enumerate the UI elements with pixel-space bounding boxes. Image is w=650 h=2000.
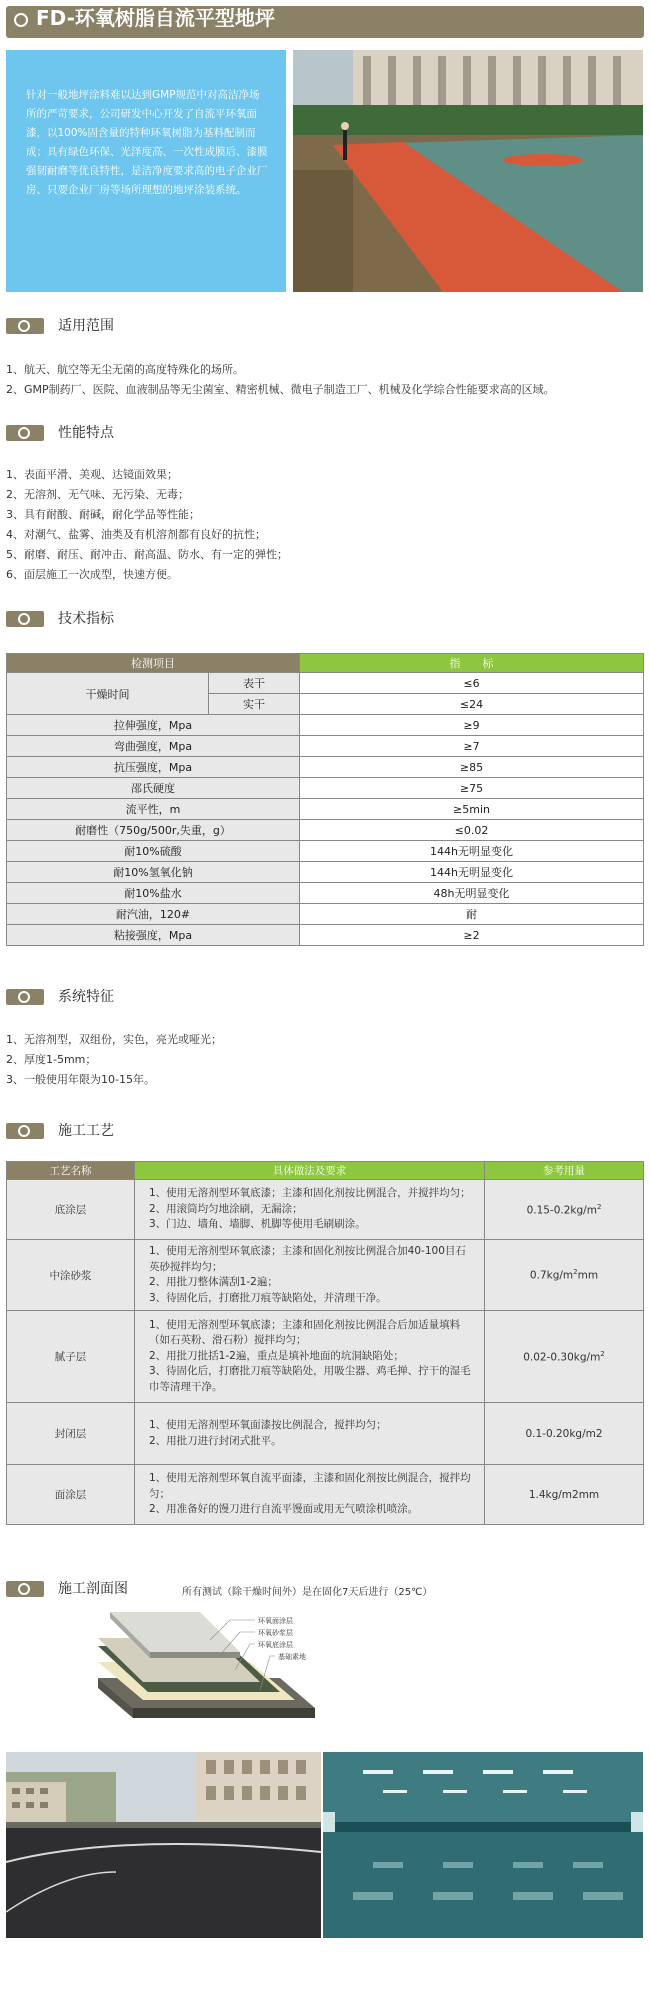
spec-value: ≥85 xyxy=(300,757,644,778)
process-qty xyxy=(485,1403,644,1465)
process-qty xyxy=(485,1240,644,1311)
spec-item: 粘接强度，Mpa xyxy=(7,925,300,946)
feature-item: 1、表面平滑、美观、达镜面效果； xyxy=(6,468,178,481)
process-step: 1、使用无溶剂型环氧面漆按比例混合，搅拌均匀； xyxy=(149,1419,387,1431)
process-name: 底涂层 xyxy=(7,1180,135,1240)
spec-value: 耐 xyxy=(300,904,644,925)
outdoor-floor-photo xyxy=(6,1752,321,1938)
table-row xyxy=(7,736,644,757)
process-step: 1、使用无溶剂型环氧底漆；主漆和固化剂按比例混合后加适量填料（如石英粉、滑石粉）搅拌均匀； xyxy=(149,1318,461,1347)
system-item: 2、厚度1-5mm； xyxy=(6,1053,97,1066)
spec-header-value: 指 标 xyxy=(300,654,644,673)
qty-sup: 2 xyxy=(600,1349,605,1358)
process-step: 1、使用无溶剂型环氧底漆；主漆和固化剂按比例混合，并搅拌均匀； xyxy=(149,1187,471,1200)
layer-label: 基础素地 xyxy=(278,1653,306,1661)
feature-item: 3、具有耐酸、耐碱，耐化学品等性能； xyxy=(6,508,200,521)
section-badge-profile xyxy=(6,1581,44,1597)
process-qty xyxy=(485,1180,644,1240)
layer-label: 环氧底涂层 xyxy=(258,1641,293,1649)
table-row xyxy=(7,1403,644,1465)
system-item: 1、无溶剂型，双组份，实色，亮光或哑光； xyxy=(6,1033,222,1046)
profile-note: 所有测试（除干燥时间外）是在固化7天后进行（25℃） xyxy=(182,1587,433,1598)
table-row xyxy=(7,862,644,883)
feature-item: 2、无溶剂、无气味、无污染、无毒； xyxy=(6,488,189,501)
table-row xyxy=(7,778,644,799)
spec-item: 耐汽油，120# xyxy=(7,904,300,925)
table-row xyxy=(7,1465,644,1525)
process-header-row xyxy=(7,1162,644,1180)
spec-item: 抗压强度，Mpa xyxy=(7,757,300,778)
spec-item: 耐磨性（750g/500r,失重，g） xyxy=(7,820,300,841)
process-step: 3、待固化后，打磨批刀痕等缺陷处，并清理干净。 xyxy=(149,1291,387,1304)
spec-value: 144h无明显变化 xyxy=(300,862,644,883)
process-step: 2、用批刀进行封闭式批平。 xyxy=(149,1434,282,1447)
process-step: 1、使用无溶剂型环氧自流平面漆，主漆和固化剂按比例混合，搅拌均匀； xyxy=(149,1472,471,1500)
section-badge-features xyxy=(6,425,44,441)
spec-value: ≥75 xyxy=(300,778,644,799)
spec-value: ≥2 xyxy=(300,925,644,946)
process-steps xyxy=(135,1403,485,1465)
table-row xyxy=(7,841,644,862)
table-row xyxy=(7,757,644,778)
section-title-specs: 技术指标 xyxy=(58,611,114,627)
process-step: 2、用批刀批括1-2遍，重点是填补地面的坑洞缺陷处； xyxy=(149,1349,404,1362)
qty-main: 0.1-0.20kg/m2 xyxy=(525,1427,603,1440)
spec-item: 耐10%硫酸 xyxy=(7,841,300,862)
qty-main: 0.7kg/m xyxy=(529,1269,574,1282)
table-row xyxy=(7,925,644,946)
table-row xyxy=(7,883,644,904)
section-badge-scope xyxy=(6,318,44,334)
title-circle-icon xyxy=(14,13,28,27)
qty-sup: 2 xyxy=(596,1202,602,1211)
process-name: 中涂砂浆 xyxy=(7,1240,135,1311)
feature-item: 4、对潮气、盐雾、油类及有机溶剂都有良好的抗性； xyxy=(6,528,266,541)
table-row xyxy=(7,1240,644,1311)
section-title-scope: 适用范围 xyxy=(58,318,114,334)
process-step: 1、使用无溶剂型环氧底漆；主漆和固化剂按比例混合加40-100目石英砂搅拌均匀； xyxy=(149,1245,466,1273)
table-row xyxy=(7,820,644,841)
page-title: FD-环氧树脂自流平型地坪 xyxy=(36,6,275,30)
feature-item: 5、耐磨、耐压、耐冲击、耐高温、防水、有一定的弹性； xyxy=(6,548,288,561)
spec-value: ≥5min xyxy=(300,799,644,820)
spec-value: ≥7 xyxy=(300,736,644,757)
table-row xyxy=(7,1180,644,1240)
court-photo xyxy=(293,50,643,292)
spec-drying-label: 干燥时间 xyxy=(7,673,209,715)
process-qty xyxy=(485,1311,644,1403)
process-steps xyxy=(135,1311,485,1403)
process-steps xyxy=(135,1465,485,1525)
process-steps xyxy=(135,1240,485,1311)
process-header-name: 工艺名称 xyxy=(7,1162,135,1180)
spec-value: ≥9 xyxy=(300,715,644,736)
section-title-profile: 施工剖面图 xyxy=(58,1581,128,1597)
spec-table xyxy=(6,653,644,946)
table-row xyxy=(7,904,644,925)
table-row xyxy=(7,1311,644,1403)
qty-main: 0.15-0.2kg/m xyxy=(526,1204,597,1217)
process-qty xyxy=(485,1465,644,1525)
spec-surface-dry-value: ≤6 xyxy=(300,673,644,694)
process-header-method: 具体做法及要求 xyxy=(135,1162,485,1180)
layer-label: 环氧砂浆层 xyxy=(258,1629,293,1637)
table-row xyxy=(7,673,644,694)
intro-text: 针对一般地坪涂料难以达到GMP规范中对高洁净场所的严苛要求，公司研发中心开发了自流平环氧面漆，以100%固含量的特种环氧树脂为基料配制而成；具有绿色环保、光泽度高、一次性成膜后、漆膜强韧耐磨等优良特性，是洁净度要求高的电子企业厂房、只要企业厂房等场所理想的地坪涂装系统。 xyxy=(26,89,268,196)
spec-item: 流平性，m xyxy=(7,799,300,820)
spec-value: 144h无明显变化 xyxy=(300,841,644,862)
layer-label: 环氧面涂层 xyxy=(258,1617,293,1625)
spec-item: 耐10%氢氧化钠 xyxy=(7,862,300,883)
spec-item: 邵氏硬度 xyxy=(7,778,300,799)
section-badge-system xyxy=(6,989,44,1005)
section-badge-specs xyxy=(6,611,44,627)
spec-item: 耐10%盐水 xyxy=(7,883,300,904)
feature-item: 6、面层施工一次成型，快速方便。 xyxy=(6,568,178,581)
indoor-floor-photo xyxy=(323,1752,643,1938)
qty-main: 0.02-0.30kg/m xyxy=(523,1351,601,1364)
process-step: 2、用准备好的馒刀进行自流平馒面或用无气喷涂机喷涂。 xyxy=(149,1503,419,1516)
spec-value: ≤0.02 xyxy=(300,820,644,841)
scope-item: 2、GMP制药厂、医院、血液制品等无尘菌室、精密机械、微电子制造工厂、机械及化学综合性能要求高的区域。 xyxy=(6,383,555,396)
spec-value: 48h无明显变化 xyxy=(300,883,644,904)
layer-diagram xyxy=(90,1600,330,1730)
process-step: 2、用滚筒均匀地涂刷，无漏涂； xyxy=(149,1202,303,1215)
spec-header-row xyxy=(7,654,644,673)
spec-surface-dry-label: 表干 xyxy=(209,673,300,694)
spec-hard-dry-value: ≤24 xyxy=(300,694,644,715)
qty-sup: 2 xyxy=(573,1268,578,1277)
process-header-qty: 参考用量 xyxy=(485,1162,644,1180)
spec-header-item: 检测项目 xyxy=(7,654,300,673)
process-table xyxy=(6,1161,644,1525)
table-row xyxy=(7,715,644,736)
process-name: 腻子层 xyxy=(7,1311,135,1403)
system-item: 3、一般使用年限为10-15年。 xyxy=(6,1073,155,1086)
process-steps xyxy=(135,1180,485,1240)
scope-item: 1、航天、航空等无尘无菌的高度特殊化的场所。 xyxy=(6,363,244,376)
section-title-process: 施工工艺 xyxy=(58,1123,114,1139)
qty-tail: mm xyxy=(577,1269,599,1282)
process-step: 3、待固化后，打磨批刀痕等缺陷处，用吸尘器、鸡毛掸、拧干的湿毛巾等清理干净。 xyxy=(149,1365,471,1393)
spec-item: 弯曲强度，Mpa xyxy=(7,736,300,757)
section-badge-process xyxy=(6,1123,44,1139)
process-name: 面涂层 xyxy=(7,1465,135,1525)
spec-item: 拉伸强度，Mpa xyxy=(7,715,300,736)
qty-main: 1.4kg/m2mm xyxy=(528,1488,600,1501)
process-name: 封闭层 xyxy=(7,1403,135,1465)
process-step: 2、用批刀整体满刮1-2遍； xyxy=(149,1276,278,1288)
process-step: 3、门边、墙角、墙脚、机脚等使用毛刷刷涂。 xyxy=(149,1218,366,1231)
spec-hard-dry-label: 实干 xyxy=(209,694,300,715)
section-title-system: 系统特征 xyxy=(58,989,114,1005)
table-row xyxy=(7,799,644,820)
section-title-features: 性能特点 xyxy=(58,425,114,441)
